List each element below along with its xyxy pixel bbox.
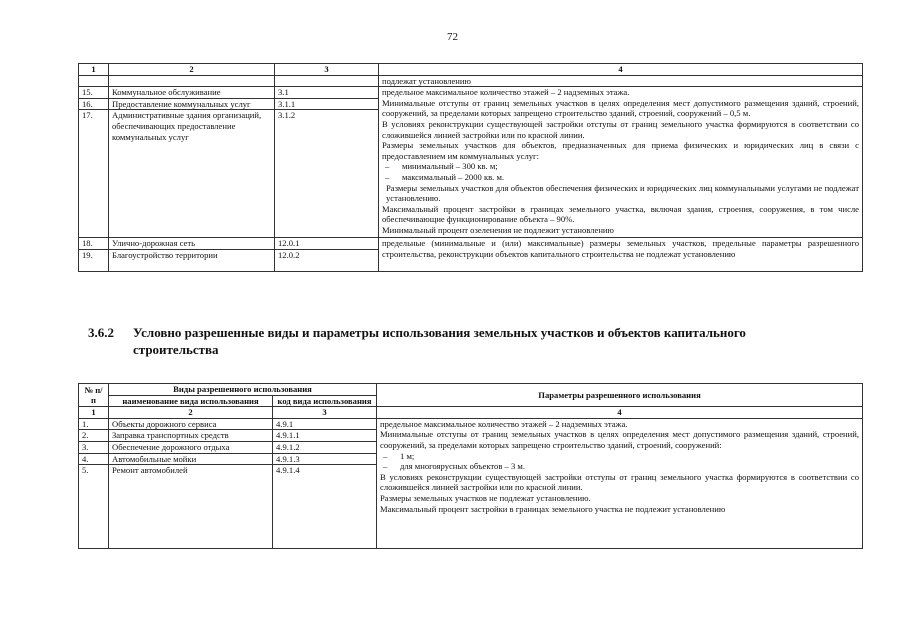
row-number: 16.: [79, 98, 109, 110]
parameters-cell: [379, 87, 863, 238]
use-name: Коммунальное обслуживание: [109, 87, 275, 99]
header-use-types: Виды разрешенного использования: [109, 384, 377, 396]
dash-marker: –: [385, 161, 390, 172]
column-index: 3: [273, 407, 377, 419]
header-parameters: Параметры разрешенного использования: [377, 384, 863, 407]
use-code: 3.1: [275, 87, 379, 99]
param-text: Размеры земельных участков для объектов, предназначенных для приема физических и юридических лиц в связи с предоставлением им коммунальных услуг:: [382, 140, 859, 161]
param-text: В условиях реконструкции существующей застройки отступы от границ земельного участка формируются в соответствии со сложившейся линией застройки или по красной линии.: [380, 471, 860, 493]
row-number: 17.: [79, 110, 109, 238]
column-index: 2: [109, 407, 273, 419]
list-item: – для многоярусных объектов – 3 м.: [383, 461, 526, 472]
param-text: Размеры земельных участков для объектов обеспечения физических и юридических лиц коммунальными услугами не подлежат установлению.: [386, 182, 859, 204]
row-number: 19.: [79, 249, 109, 271]
continuation-text: подлежат установлению: [379, 75, 863, 87]
list-item: – 1 м;: [383, 450, 415, 461]
parameters-cell: предельные (минимальные и (или) максимальные) размеры земельных участков, предельные параметры разрешенного строительства, реконструкции объектов капитального строительства не подлежат установлению: [379, 238, 863, 272]
use-code: 3.1.1: [275, 98, 379, 110]
table-row: [79, 75, 863, 87]
param-text: предельное максимальное количество этажей – 2 надземных этажа.: [382, 87, 630, 98]
use-name: Заправка транспортных средств: [109, 430, 273, 442]
row-number: 2.: [79, 430, 109, 442]
list-item: – минимальный – 300 кв. м;: [385, 161, 498, 172]
column-index: 2: [109, 64, 275, 76]
use-code: 12.0.2: [275, 249, 379, 271]
use-code: 4.9.1.2: [273, 441, 377, 453]
row-number: 15.: [79, 87, 109, 99]
land-use-table-continued: [78, 63, 863, 272]
param-text: Минимальный процент озеленения не подлежит установлению: [382, 224, 614, 235]
param-text: Минимальные отступы от границ земельных участков в целях определения мест допустимого размещения зданий, строений, сооружений, за пределами которых запрещено строительство зданий, строений, сооружений:: [380, 429, 860, 450]
use-name: Обеспечение дорожного отдыха: [109, 441, 273, 453]
param-text: Минимальные отступы от границ земельных участков в целях определения мест допустимого размещения зданий, строений, сооружений, за пределами которых запрещено строительство зданий, строений, сооружений – 0,5 м.: [382, 97, 859, 119]
dash-marker: –: [383, 450, 388, 461]
use-code: 4.9.1.4: [273, 465, 377, 549]
use-code: 4.9.1.1: [273, 430, 377, 442]
header-number: № п/п: [79, 384, 109, 407]
param-text: Размеры земельных участков не подлежат установлению.: [380, 492, 591, 503]
table-row: [79, 238, 863, 250]
column-index: 3: [275, 64, 379, 76]
header-use-code: код вида использования: [273, 395, 377, 407]
param-text: В условиях реконструкции существующей застройки отступы от границ земельного участка формируются в соответствии со сложившейся линией застройки или по красной линии.: [382, 118, 859, 140]
section-title-continued: строительства: [133, 342, 219, 357]
column-index: 4: [379, 64, 863, 76]
use-code: 3.1.2: [275, 110, 379, 238]
column-index: 1: [79, 64, 109, 76]
use-name: Улично-дорожная сеть: [109, 238, 275, 250]
row-number: 5.: [79, 465, 109, 549]
use-name: Предоставление коммунальных услуг: [109, 98, 275, 110]
param-text: предельное максимальное количество этажей – 2 надземных этажа.: [380, 418, 628, 429]
page-number: 72: [447, 31, 458, 43]
use-name: Автомобильные мойки: [109, 453, 273, 465]
dash-marker: –: [385, 171, 390, 182]
use-code: 12.0.1: [275, 238, 379, 250]
table-row: [79, 87, 863, 99]
use-code: 4.9.1.3: [273, 453, 377, 465]
column-index: 4: [377, 407, 863, 419]
param-text: Максимальный процент застройки в границах земельного участка не подлежит установлению: [380, 503, 726, 514]
section-number: 3.6.2: [88, 325, 114, 340]
row-number: 3.: [79, 441, 109, 453]
parameters-cell: [377, 418, 863, 548]
param-text: Максимальный процент застройки в границах земельного участка, включая здания, строения, сооружения, в том числе обеспечивающие функционирование объекта – 90%.: [382, 203, 859, 225]
row-number: 4.: [79, 453, 109, 465]
use-code: 4.9.1: [273, 418, 377, 430]
header-use-name: наименование вида использования: [109, 395, 273, 407]
list-item: – максимальный – 2000 кв. м.: [385, 171, 505, 182]
use-name: Ремонт автомобилей: [109, 465, 273, 549]
table-index-row: [79, 407, 863, 419]
table-header-row: [79, 64, 863, 76]
row-number: 1.: [79, 418, 109, 430]
table-row: [79, 418, 863, 430]
use-name: Объекты дорожного сервиса: [109, 418, 273, 430]
row-number: 18.: [79, 238, 109, 250]
use-name: Административные здания организаций, обеспечивающих предоставление коммунальных услуг: [109, 110, 275, 238]
use-name: Благоустройство территории: [109, 249, 275, 271]
table-header-row: [79, 384, 863, 396]
dash-marker: –: [383, 461, 388, 472]
section-heading: [88, 324, 868, 358]
section-title: Условно разрешенные виды и параметры использования земельных участков и объектов капитального: [133, 325, 746, 340]
column-index: 1: [79, 407, 109, 419]
conditional-use-table: [78, 383, 863, 549]
